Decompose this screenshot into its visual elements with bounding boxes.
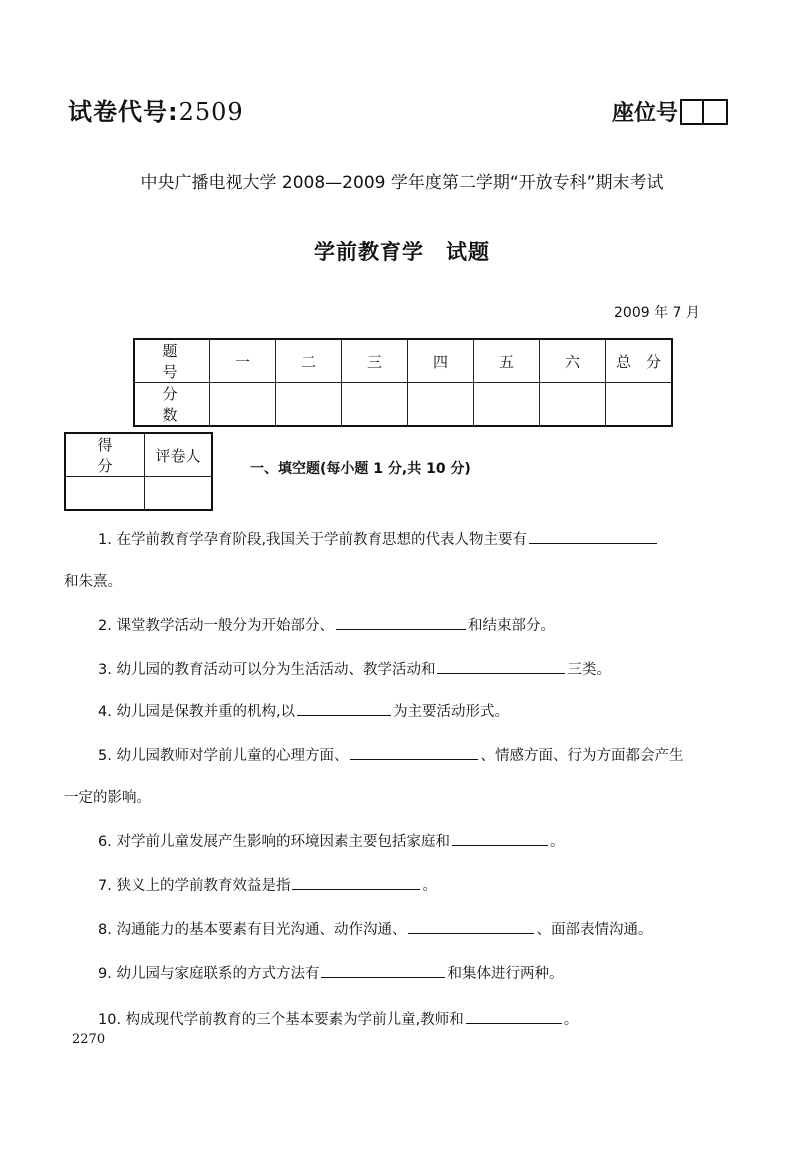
question-4 <box>98 700 509 721</box>
section-title: 一、填空题(每小题 1 分,共 10 分) <box>250 461 471 477</box>
score-header-cell: 题 号 <box>134 339 210 383</box>
question-text: 三类。 <box>567 662 611 678</box>
question-text: 8. 沟通能力的基本要素有目光沟通、动作沟通、 <box>98 922 407 938</box>
score-header-cell: 一 <box>210 339 276 383</box>
question-7 <box>98 874 437 895</box>
question-9 <box>98 962 563 983</box>
score-table <box>133 338 673 427</box>
answer-blank <box>529 529 657 544</box>
question-text: 5. 幼儿园教师对学前儿童的心理方面、 <box>98 748 349 764</box>
exam-title: 中央广播电视大学 2008—2009 学年度第二学期“开放专科”期末考试 <box>140 173 664 193</box>
question-text: 、情感方面、行为方面都会产生 <box>480 748 684 764</box>
seat-box <box>680 99 704 125</box>
question-text: 和结束部分。 <box>467 618 555 634</box>
score-cell <box>408 383 474 427</box>
question-text: 和集体进行两种。 <box>447 966 564 982</box>
answer-blank <box>437 659 565 674</box>
question-1-continued: 和朱熹。 <box>64 574 122 590</box>
paper-code-value: 2509 <box>178 98 244 126</box>
question-text: 、面部表情沟通。 <box>536 922 653 938</box>
answer-blank <box>452 831 548 846</box>
paper-code-label: 试卷代号: <box>68 98 179 126</box>
grader-table <box>64 432 213 511</box>
grader-score-cell <box>65 477 145 511</box>
question-text: 10. 构成现代学前教育的三个基本要素为学前儿童,教师和 <box>98 1012 464 1028</box>
question-5-continued: 一定的影响。 <box>64 790 151 806</box>
seat-label: 座位号 <box>612 101 679 126</box>
exam-date: 2009 年 7 月 <box>614 305 700 321</box>
grader-name-label: 评卷人 <box>145 433 213 477</box>
seat-number <box>612 96 728 127</box>
question-text: 7. 狭义上的学前教育效益是指 <box>98 878 291 894</box>
grader-score-label: 得 分 <box>65 433 145 477</box>
score-header-cell: 三 <box>342 339 408 383</box>
question-5 <box>98 744 683 765</box>
question-10 <box>98 1008 578 1029</box>
question-8 <box>98 918 652 939</box>
question-text: 3. 幼儿园的教育活动可以分为生活活动、教学活动和 <box>98 662 436 678</box>
question-text: 。 <box>549 834 565 850</box>
grader-entry-row <box>65 477 212 511</box>
score-header-cell: 总 分 <box>606 339 673 383</box>
score-table-score-row <box>134 383 672 427</box>
question-text: 。 <box>422 878 437 894</box>
answer-blank <box>336 615 466 630</box>
answer-blank <box>408 919 534 934</box>
score-header-cell: 二 <box>276 339 342 383</box>
score-table-header-row <box>134 339 672 383</box>
seat-number-boxes <box>680 99 728 125</box>
grader-name-cell <box>145 477 213 511</box>
question-text: 9. 幼儿园与家庭联系的方式方法有 <box>98 966 320 982</box>
page-number: 2270 <box>72 1032 106 1047</box>
score-header-cell: 六 <box>540 339 606 383</box>
answer-blank <box>292 875 420 890</box>
question-text: 6. 对学前儿童发展产生影响的环境因素主要包括家庭和 <box>98 834 450 850</box>
subject-title: 学前教育学 试题 <box>314 240 490 264</box>
score-cell <box>474 383 540 427</box>
score-header-cell: 五 <box>474 339 540 383</box>
question-3 <box>98 658 611 679</box>
question-text: 。 <box>563 1012 579 1028</box>
question-2 <box>98 614 555 635</box>
answer-blank <box>466 1009 562 1024</box>
question-text: 2. 课堂教学活动一般分为开始部分、 <box>98 618 334 634</box>
question-text: 4. 幼儿园是保教并重的机构,以 <box>98 704 296 720</box>
answer-blank <box>350 745 478 760</box>
question-text: 为主要活动形式。 <box>393 704 510 720</box>
grader-header-row <box>65 433 212 477</box>
score-header-cell: 四 <box>408 339 474 383</box>
question-1 <box>98 528 659 549</box>
answer-blank <box>321 963 445 978</box>
question-6 <box>98 830 564 851</box>
answer-blank <box>297 701 391 716</box>
question-text: 1. 在学前教育学孕育阶段,我国关于学前教育思想的代表人物主要有 <box>98 532 528 548</box>
score-row-label: 分 数 <box>134 383 210 427</box>
score-cell <box>276 383 342 427</box>
seat-box <box>704 99 728 125</box>
score-cell <box>540 383 606 427</box>
paper-code <box>68 92 244 127</box>
score-cell <box>342 383 408 427</box>
score-cell <box>606 383 673 427</box>
